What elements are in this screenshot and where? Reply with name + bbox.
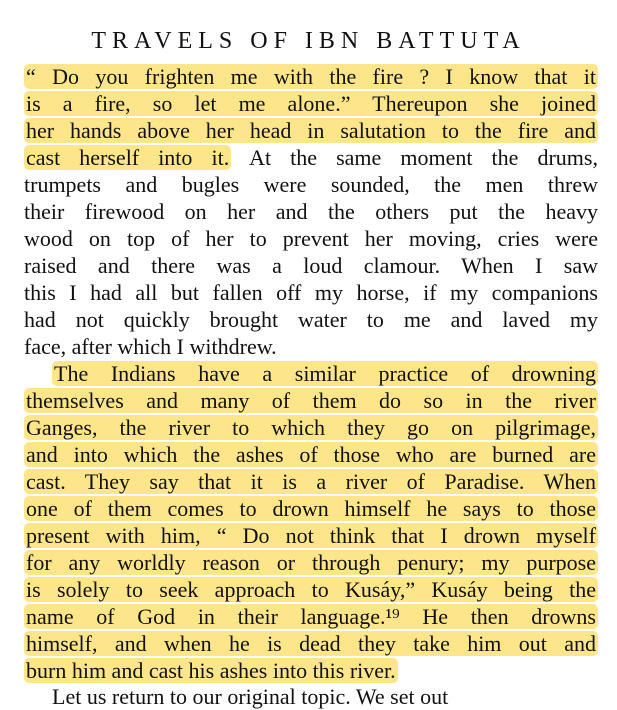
highlighted-text: burn him and cast his ashes into this river. bbox=[26, 658, 396, 683]
text-segment: had not quickly brought water to me and laved my bbox=[24, 307, 598, 332]
text-line bbox=[24, 604, 598, 630]
highlighted-text: “ Do you frighten me with the fire ? I know that it bbox=[26, 64, 596, 89]
text-line bbox=[24, 64, 598, 90]
text-segment: At the same moment the drums, bbox=[231, 145, 598, 170]
text-line bbox=[24, 577, 598, 603]
text-line bbox=[24, 145, 598, 171]
text-segment: their firewood on her and the others put the heavy bbox=[24, 199, 598, 224]
text-line bbox=[24, 469, 598, 495]
highlighted-text: is solely to seek approach to Kusáy,” Kusáy being the bbox=[26, 577, 596, 602]
text-segment: face, after which I withdrew. bbox=[24, 334, 277, 359]
highlighted-text: one of them comes to drown himself he says to those bbox=[26, 496, 596, 521]
text-line bbox=[52, 684, 598, 710]
highlighted-text: The Indians have a similar practice of drowning bbox=[54, 361, 596, 386]
text-line bbox=[24, 226, 598, 252]
text-line bbox=[24, 388, 598, 414]
text-line bbox=[24, 496, 598, 522]
text-line bbox=[24, 415, 598, 441]
text-line bbox=[24, 172, 598, 198]
highlighted-text: is a fire, so let me alone.” Thereupon she joined bbox=[26, 91, 596, 116]
text-line bbox=[24, 199, 598, 225]
text-line bbox=[24, 442, 598, 468]
highlighted-text: cast herself into it. bbox=[26, 145, 230, 170]
text-segment: Let us return to our original topic. We set out bbox=[52, 684, 449, 709]
text-line bbox=[52, 361, 598, 387]
text-line bbox=[24, 334, 598, 360]
highlighted-text: cast. They say that it is a river of Paradise. When bbox=[26, 469, 596, 494]
highlighted-text: and into which the ashes of those who are burned are bbox=[26, 442, 596, 467]
highlighted-text: themselves and many of them do so in the river bbox=[26, 388, 596, 413]
text-line bbox=[24, 280, 598, 306]
text-segment: trumpets and bugles were sounded, the men threw bbox=[24, 172, 598, 197]
text-segment: wood on top of her to prevent her moving, cries were bbox=[24, 226, 598, 251]
text-line bbox=[24, 91, 598, 117]
text-line bbox=[24, 658, 598, 684]
text-line bbox=[24, 550, 598, 576]
highlighted-text: himself, and when he is dead they take him out and bbox=[26, 631, 596, 656]
text-line bbox=[24, 631, 598, 657]
highlighted-text: for any worldly reason or through penury; my purpose bbox=[26, 550, 596, 575]
text-line bbox=[24, 253, 598, 279]
running-title: TRAVELS OF IBN BATTUTA bbox=[91, 28, 526, 54]
text-line bbox=[24, 118, 598, 144]
text-line bbox=[24, 523, 598, 549]
text-line bbox=[24, 307, 598, 333]
highlighted-text: name of God in their language.¹⁹ He then drowns bbox=[26, 604, 596, 629]
text-segment: raised and there was a loud clamour. When I saw bbox=[24, 253, 598, 278]
highlighted-text: her hands above her head in salutation to the fire and bbox=[26, 118, 596, 143]
text-segment: this I had all but fallen off my horse, if my companions bbox=[24, 280, 598, 305]
highlighted-text: Ganges, the river to which they go on pilgrimage, bbox=[26, 415, 596, 440]
highlighted-text: present with him, “ Do not think that I drown myself bbox=[26, 523, 596, 548]
